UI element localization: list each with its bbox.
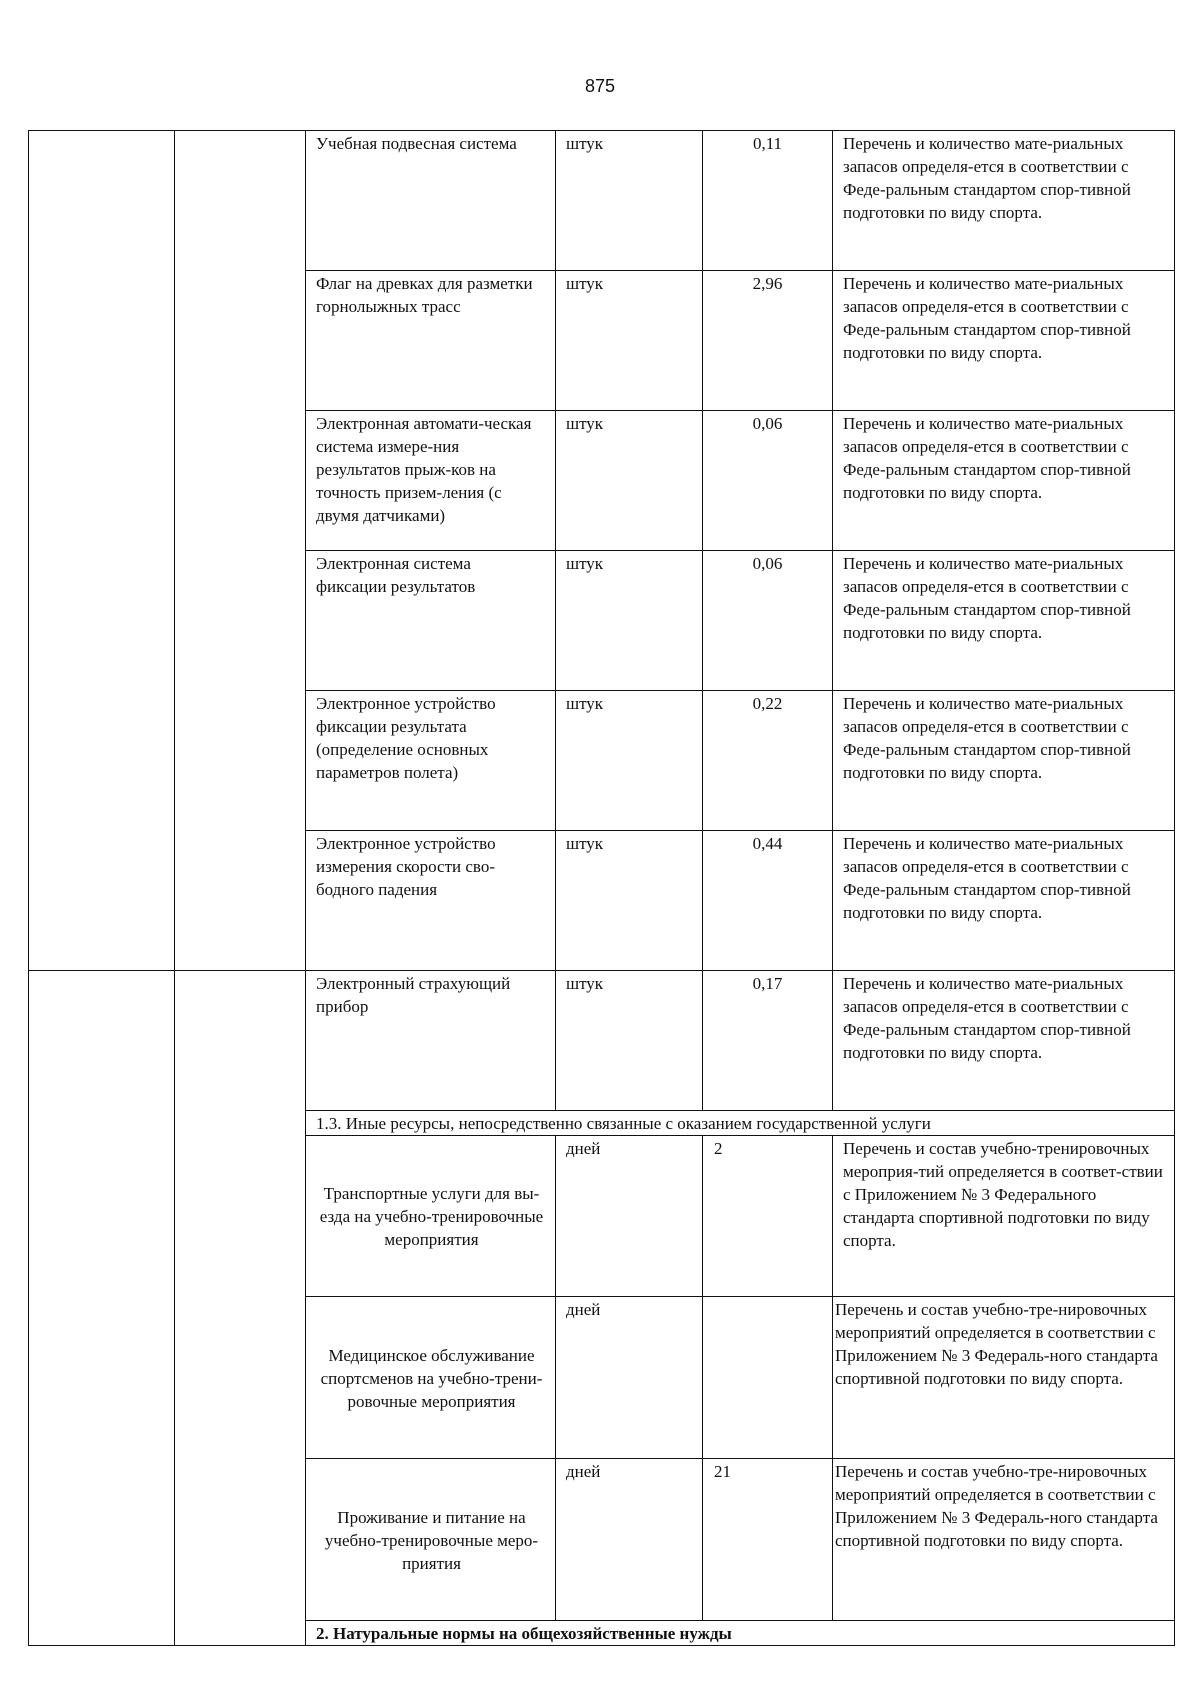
service-quantity: 2 [703, 1136, 833, 1297]
resource-unit: штук [556, 971, 703, 1111]
norms-table [28, 130, 1175, 1646]
resource-name: Электронный страхующий прибор [306, 971, 556, 1111]
resource-name: Электронное устройство фиксации результата (определение основных параметров полета) [306, 691, 556, 831]
resource-unit: штук [556, 551, 703, 691]
section-heading-household: 2. Натуральные нормы на общехозяйственные нужды [306, 1621, 1175, 1646]
resource-name: Учебная подвесная система [306, 131, 556, 271]
resource-quantity: 0,17 [703, 971, 833, 1111]
group-cell-1a [29, 131, 175, 971]
resource-name: Электронная система фиксации результатов [306, 551, 556, 691]
resource-quantity: 0,06 [703, 551, 833, 691]
resource-unit: штук [556, 131, 703, 271]
table-row [29, 971, 1175, 1111]
resource-note: Перечень и количество мате-риальных запасов определя-ется в соответствии с Феде-ральным стандартом спор-тивной подготовки по виду спорта. [833, 131, 1175, 271]
resource-name: Электронная автомати-ческая система измере-ния результатов прыж-ков на точность призем-ления (с двумя датчиками) [306, 411, 556, 551]
resource-note: Перечень и количество мате-риальных запасов определя-ется в соответствии с Феде-ральным стандартом спор-тивной подготовки по виду спорта. [833, 411, 1175, 551]
resource-note: Перечень и количество мате-риальных запасов определя-ется в соответствии с Феде-ральным стандартом спор-тивной подготовки по виду спорта. [833, 271, 1175, 411]
resource-name: Флаг на древках для разметки горнолыжных трасс [306, 271, 556, 411]
resource-quantity: 2,96 [703, 271, 833, 411]
table-row [29, 131, 1175, 271]
resource-unit: штук [556, 831, 703, 971]
service-quantity [703, 1297, 833, 1459]
resource-note: Перечень и количество мате-риальных запасов определя-ется в соответствии с Феде-ральным стандартом спор-тивной подготовки по виду спорта. [833, 971, 1175, 1111]
service-note: Перечень и состав учебно-тренировочных мероприя-тий определяется в соответ-ствии с Приложением № 3 Федерального стандарта спортивной подготовки по виду спорта. [833, 1136, 1175, 1297]
resource-note: Перечень и количество мате-риальных запасов определя-ется в соответствии с Феде-ральным стандартом спор-тивной подготовки по виду спорта. [833, 831, 1175, 971]
resource-note: Перечень и количество мате-риальных запасов определя-ется в соответствии с Феде-ральным стандартом спор-тивной подготовки по виду спорта. [833, 551, 1175, 691]
resource-note: Перечень и количество мате-риальных запасов определя-ется в соответствии с Феде-ральным стандартом спор-тивной подготовки по виду спорта. [833, 691, 1175, 831]
service-name: Проживание и питание на учебно-тренировочные меро-приятия [306, 1459, 556, 1621]
service-name: Транспортные услуги для вы-езда на учебно-тренировочные мероприятия [306, 1136, 556, 1297]
resource-unit: штук [556, 411, 703, 551]
resource-unit: штук [556, 691, 703, 831]
service-quantity: 21 [703, 1459, 833, 1621]
section-heading-other-resources: 1.3. Иные ресурсы, непосредственно связанные с оказанием государственной услуги [306, 1111, 1175, 1136]
service-unit: дней [556, 1459, 703, 1621]
resource-unit: штук [556, 271, 703, 411]
service-note: Перечень и состав учебно-тре-нировочных мероприятий определяется в соответствии с Приложением № 3 Федераль-ного стандарта спортивной подготовки по виду спорта. [833, 1459, 1175, 1621]
resource-quantity: 0,11 [703, 131, 833, 271]
group-cell-2a [29, 971, 175, 1646]
service-unit: дней [556, 1297, 703, 1459]
resource-quantity: 0,44 [703, 831, 833, 971]
resource-quantity: 0,06 [703, 411, 833, 551]
group-cell-1b [175, 131, 306, 971]
service-unit: дней [556, 1136, 703, 1297]
resource-name: Электронное устройство измерения скорости сво-бодного падения [306, 831, 556, 971]
page-number: 875 [584, 76, 616, 96]
group-cell-2b [175, 971, 306, 1646]
service-name: Медицинское обслуживание спортсменов на учебно-трени-ровочные мероприятия [306, 1297, 556, 1459]
service-note: Перечень и состав учебно-тре-нировочных мероприятий определяется в соответствии с Приложением № 3 Федераль-ного стандарта спортивной подготовки по виду спорта. [833, 1297, 1175, 1459]
resource-quantity: 0,22 [703, 691, 833, 831]
